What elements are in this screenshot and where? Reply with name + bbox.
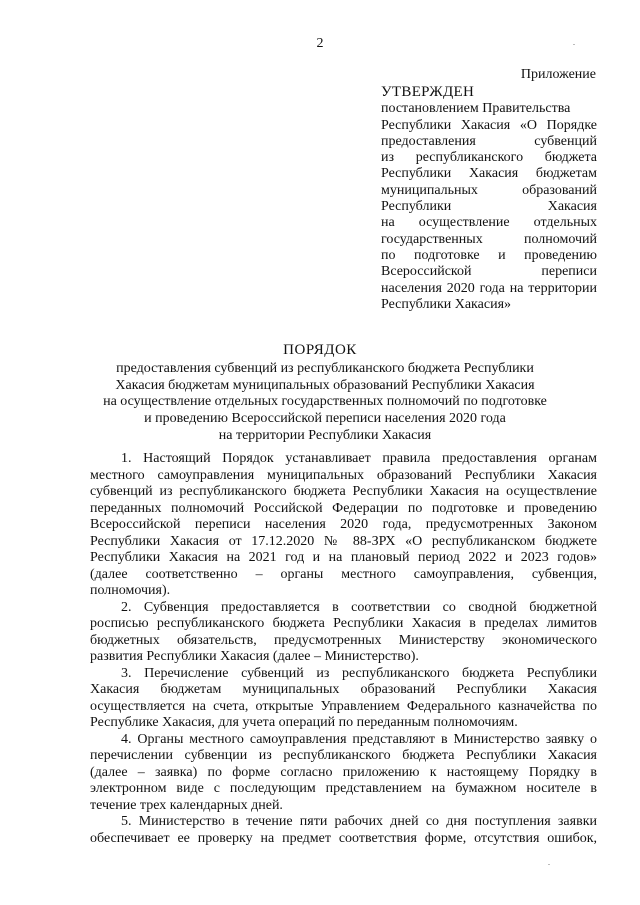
paragraph-line: Всероссийской переписи населения 2020 года, предусмотренных Законом (90, 517, 597, 532)
subtitle-line: на территории Республики Хакасия (218, 427, 432, 443)
paragraph (90, 451, 597, 600)
approval-line: Всероссийской переписи (381, 264, 597, 280)
approval-title: УТВЕРЖДЕН (381, 84, 475, 100)
paragraph-line: Хакасия бюджетам муниципальных образований Республики Хакасия (90, 682, 597, 697)
approval-line: по подготовке и проведению (381, 247, 597, 263)
document-title: ПОРЯДОК (283, 342, 357, 358)
subtitle-line: и проведению Всероссийской переписи населения 2020 года (144, 411, 506, 427)
subtitle-line: Хакасия бюджетам муниципальных образований Республики Хакасия (115, 377, 535, 393)
paragraph-line: (далее – заявка) по форме согласно приложению к настоящему Порядку в (90, 764, 597, 780)
approval-line: Республики Хакасия бюджетам (381, 166, 597, 182)
paragraph-line: Республике Хакасия, для учета операций по переданным полномочиям. (90, 715, 518, 730)
approval-line: постановлением Правительства (381, 101, 571, 117)
paragraph (90, 814, 597, 847)
document-body (90, 451, 597, 847)
paragraph-line: субвенций из республиканского бюджета Республики Хакасия на осуществление (90, 484, 597, 499)
approval-line: Республики Хакасия» (381, 296, 512, 312)
paragraph-line: обеспечивает ее проверку на предмет соответствия форме, отсутствия ошибок, (90, 830, 597, 846)
approval-line: государственных полномочий (381, 231, 597, 247)
approval-line: из республиканского бюджета (381, 150, 597, 166)
paragraph-line: местного самоуправления муниципальных образований Республики Хакасия (90, 467, 597, 483)
paragraph-line: перечислении субвенции из республиканского бюджета Республики Хакасия (90, 748, 597, 763)
paragraph-line: (далее соответственно – органы местного самоуправления, субвенция, (90, 566, 597, 582)
paragraph-line: 4. Органы местного самоуправления представляют в Министерство заявку о (121, 731, 597, 747)
paragraph-line: 2. Субвенция предоставляется в соответствии со сводной бюджетной (121, 599, 597, 615)
approval-text (381, 101, 597, 313)
paragraph-line: 5. Министерство в течение пяти рабочих дней со дня поступления заявки (121, 814, 597, 829)
paragraph-line: Республики Хакасия на 2021 год и на плановый период 2022 и 2023 годов» (90, 550, 597, 565)
scan-speck (548, 864, 550, 865)
paragraph (90, 600, 597, 666)
appendix-label: Приложение (520, 67, 596, 82)
approval-line: муниципальных образований (381, 182, 597, 198)
subtitle-line: предоставления субвенций из республиканского бюджета Республики (116, 361, 534, 376)
paragraph-line: росписью республиканского бюджета Республики Хакасия в пределах лимитов (90, 616, 597, 631)
paragraph-line: развития Республики Хакасия (далее – Министерство). (90, 649, 419, 664)
scan-speck (573, 44, 575, 45)
paragraph-line: полномочия). (90, 583, 171, 598)
document-subtitle (90, 361, 560, 445)
subtitle-line: на осуществление отдельных государственных полномочий по подготовке (103, 394, 547, 410)
paragraph-line: течение трех календарных дней. (90, 797, 283, 813)
approval-line: на осуществление отдельных (381, 215, 597, 231)
paragraph-line: 1. Настоящий Порядок устанавливает правила предоставления органам (121, 451, 597, 466)
approval-block (381, 84, 597, 313)
paragraph (90, 732, 597, 815)
approval-line: Республики Хакасия (381, 199, 597, 215)
approval-line: предоставления субвенций (381, 133, 597, 149)
paragraph-line: электронном виде с последующим представлением на бумажном носителе в (90, 781, 597, 796)
paragraph-line: осуществляется на счета, открытые Управлением Федерального казначейства по (90, 698, 597, 714)
paragraph-line: переданных полномочий Российской Федерации по подготовке и проведению (90, 500, 597, 516)
approval-line: Республики Хакасия «О Порядке (381, 117, 597, 133)
page-number: 2 (316, 36, 324, 51)
paragraph-line: 3. Перечисление субвенций из республиканского бюджета Республики (121, 665, 597, 681)
approval-line: населения 2020 года на территории (381, 280, 597, 296)
paragraph-line: Республики Хакасия от 17.12.2020 № 88-ЗРХ «О республиканском бюджете (90, 533, 597, 549)
paragraph (90, 666, 597, 732)
paragraph-line: бюджетных обязательств, предусмотренных Министерству экономического (90, 632, 597, 648)
